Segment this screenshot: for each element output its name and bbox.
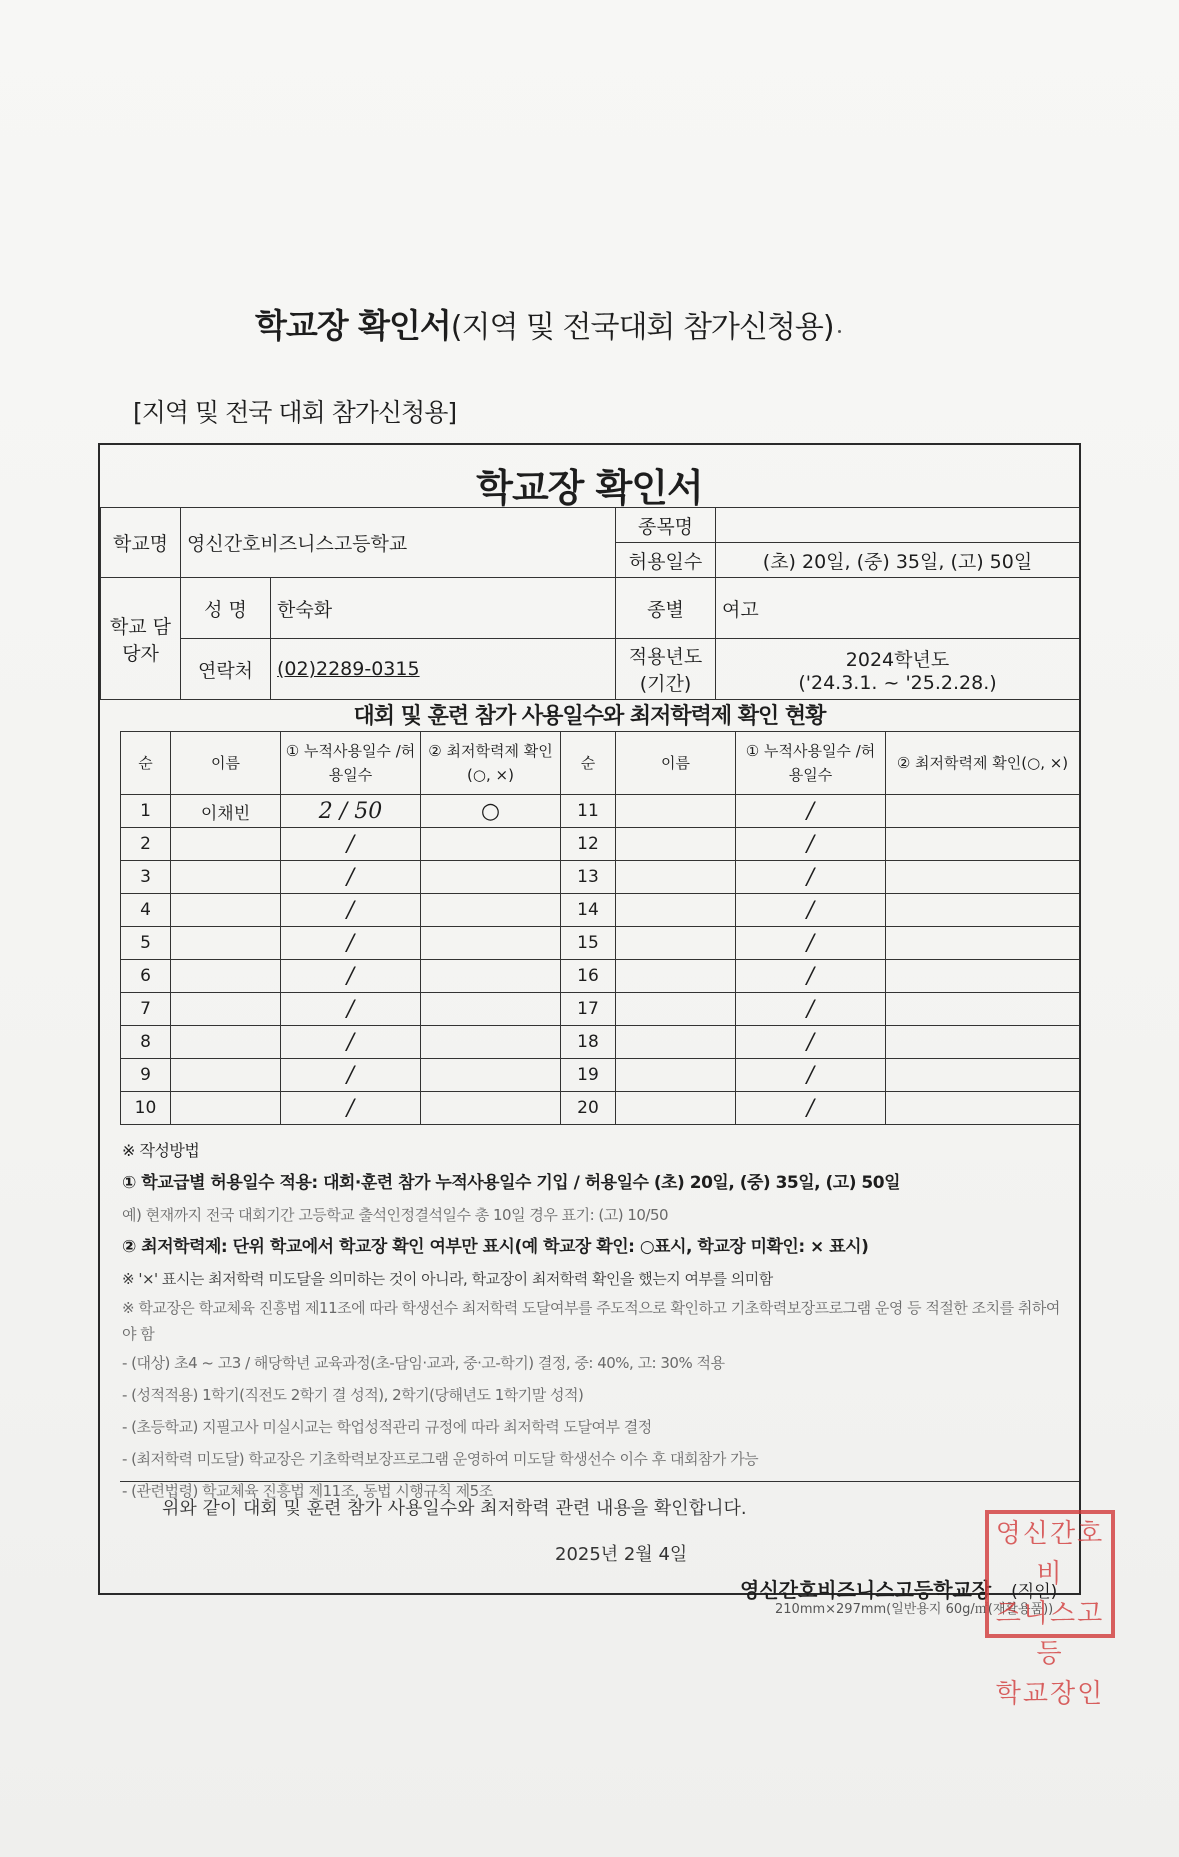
cell-days-left: / [281,993,421,1026]
cell-no-right: 15 [561,927,616,960]
header-name-right: 이름 [616,732,736,795]
cell-name-right [616,1059,736,1092]
cell-days-right: / [736,828,886,861]
header-check-right: ② 최저학력제 확인(○, ×) [886,732,1080,795]
cell-check-right [886,1092,1080,1125]
cell-no-right: 16 [561,960,616,993]
cell-no-right: 12 [561,828,616,861]
signature-area [120,1481,1079,1602]
usage-rows [121,795,1080,1125]
cell-name-left [171,894,281,927]
cell-check-left [421,993,561,1026]
manager-label: 학교 담당자 [101,578,181,700]
cell-check-right [886,795,1080,828]
header-no-left: 순 [121,732,171,795]
allowed-days-value: (초) 20일, (중) 35일, (고) 50일 [716,543,1080,578]
contact-value [271,639,616,700]
cell-check-left [421,1026,561,1059]
cell-name-right [616,1026,736,1059]
cell-check-right [886,993,1080,1026]
cell-check-left [421,861,561,894]
name-value: 한숙화 [271,578,616,639]
cell-days-left: / [281,1092,421,1125]
cell-check-left [421,927,561,960]
note-2-b: ※ 학교장은 학교체육 진흥법 제11조에 따라 학생선수 최저학력 도달여부를 주도적으로 확인하고 기초학력보장프로그램 운영 등 적절한 조치를 취하여야 함 [122,1299,1060,1343]
note-4: - (성적적용) 1학기(직전도 2학기 결 성적), 2학기(당해년도 1학기말 성적) [122,1386,584,1404]
notes-heading: ※ 작성방법 [122,1141,200,1160]
cell-name-left [171,1092,281,1125]
note-5: - (초등학교) 지필고사 미실시교는 학업성적관리 규정에 따라 최저학력 도달여부 결정 [122,1418,652,1436]
school-name: 영신간호비즈니스고등학교 [181,508,616,578]
note-6: - (최저학력 미도달) 학교장은 기초학력보장프로그램 운영하여 미도달 학생선수 이수 후 대회참가 가능 [122,1450,759,1468]
cell-days-right: / [736,960,886,993]
cell-name-left [171,927,281,960]
cell-name-left: 이채빈 [171,795,281,828]
usage-row [121,960,1080,993]
cell-no-right: 14 [561,894,616,927]
cell-check-left [421,828,561,861]
cell-check-right [886,894,1080,927]
speck [838,330,841,333]
cell-no-left: 9 [121,1059,171,1092]
cell-check-left [421,1059,561,1092]
confirm-text: 위와 같이 대회 및 훈련 참가 사용일수와 최저학력 관련 내용을 확인합니다. [162,1498,747,1519]
cell-days-left: / [281,960,421,993]
cell-days-left: / [281,861,421,894]
note-2: ② 최저학력제: 단위 학교에서 학교장 확인 여부만 표시(예 학교장 확인: ○표시, 학교장 미확인: × 표시) [122,1237,869,1257]
contact-label: 연락처 [181,639,271,700]
usage-row [121,1092,1080,1125]
cell-no-right: 18 [561,1026,616,1059]
year-cell [716,639,1080,700]
cell-no-right: 17 [561,993,616,1026]
cell-days-left: / [281,828,421,861]
cell-days-left: / [281,1026,421,1059]
cell-no-right: 19 [561,1059,616,1092]
header-name-left: 이름 [171,732,281,795]
cell-no-left: 6 [121,960,171,993]
event-value [716,508,1080,543]
seal-line-3: 학교장인 [995,1679,1105,1709]
cell-name-right [616,894,736,927]
cell-days-right: / [736,1092,886,1125]
cell-days-left: / [281,1059,421,1092]
usage-table [120,731,1080,1125]
issue-date: 2025년 2월 4일 [555,1544,688,1565]
official-seal [985,1510,1115,1709]
note-2-a: ※ '×' 표시는 최저학력 미도달을 의미하는 것이 아니라, 학교장이 최저학력 확인을 했는지 여부를 의미함 [122,1270,773,1288]
info-table [100,507,1080,700]
document-title [255,300,834,347]
cell-no-right: 20 [561,1092,616,1125]
cell-name-left [171,1059,281,1092]
cell-check-right [886,861,1080,894]
usage-row [121,1059,1080,1092]
cell-no-left: 10 [121,1092,171,1125]
cell-no-left: 2 [121,828,171,861]
cell-no-left: 7 [121,993,171,1026]
seal-note: (직인) [1011,1582,1058,1602]
usage-row [121,795,1080,828]
year-value: 2024학년도 [845,648,950,671]
name-label: 성 명 [181,578,271,639]
cell-name-left [171,1026,281,1059]
cell-check-left [421,960,561,993]
cell-no-left: 5 [121,927,171,960]
header-days-right: ① 누적사용일수 /허용일수 [736,732,886,795]
event-label: 종목명 [616,508,716,543]
year-label: 적용년도 (기간) [616,639,716,700]
cell-check-left: ○ [421,795,561,828]
usage-row [121,894,1080,927]
cell-no-right: 13 [561,861,616,894]
note-3: - (대상) 초4 ~ 고3 / 해당학년 교육과정(초-담임·교과, 중·고-학기) 결정, 중: 40%, 고: 30% 적용 [122,1354,725,1372]
cell-days-left: 2 / 50 [281,795,421,828]
type-value: 여고 [716,578,1080,639]
cell-name-right [616,927,736,960]
cell-name-left [171,828,281,861]
cell-name-right [616,993,736,1026]
usage-row [121,993,1080,1026]
usage-row [121,861,1080,894]
header-days-left: ① 누적사용일수 /허용일수 [281,732,421,795]
confirmation-form [98,443,1081,1602]
cell-days-right: / [736,861,886,894]
header-no-right: 순 [561,732,616,795]
cell-name-right [616,795,736,828]
seal-line-2: 즈니스고등 [995,1599,1105,1669]
cell-name-left [171,993,281,1026]
cell-no-left: 1 [121,795,171,828]
seal-line-1: 영신간호비 [995,1519,1105,1589]
cell-name-right [616,861,736,894]
cell-check-right [886,828,1080,861]
document-title-main: 학교장 확인서 [255,306,451,345]
period-value: ('24.3.1. ~ '25.2.28.) [798,671,997,694]
cell-days-right: / [736,795,886,828]
cell-days-left: / [281,894,421,927]
cell-days-right: / [736,993,886,1026]
contact-number: (02)2289-0315 [277,658,420,680]
type-label: 종별 [616,578,716,639]
cell-name-left [171,861,281,894]
paper-size-note: 210mm×297mm(일반용지 60g/㎡(재활용품)) [775,1602,1054,1617]
cell-days-right: / [736,1059,886,1092]
cell-no-left: 4 [121,894,171,927]
cell-name-right [616,1092,736,1125]
note-7: - (관련법령) 학교체육 진흥법 제11조, 동법 시행규칙 제5조 [122,1482,493,1500]
allowed-days-label: 허용일수 [616,543,716,578]
cell-days-right: / [736,894,886,927]
cell-check-right [886,1059,1080,1092]
usage-row [121,927,1080,960]
writing-instructions [122,1135,1062,1507]
cell-name-left [171,960,281,993]
cell-check-right [886,1026,1080,1059]
document-subtitle: [지역 및 전국 대회 참가신청용] [133,398,457,427]
cell-no-right: 11 [561,795,616,828]
form-title: 학교장 확인서 [476,466,703,510]
header-check-left: ② 최저학력제 확인(○, ×) [421,732,561,795]
cell-name-right [616,960,736,993]
cell-check-left [421,1092,561,1125]
cell-check-right [886,927,1080,960]
note-1-example: 예) 현재까지 전국 대회기간 고등학교 출석인정결석일수 총 10일 경우 표기: (고) 10/50 [122,1206,669,1224]
usage-row [121,1026,1080,1059]
cell-name-right [616,828,736,861]
note-1: ① 학교급별 허용일수 적용: 대회·훈련 참가 누적사용일수 기입 / 허용일수 (초) 20일, (중) 35일, (고) 50일 [122,1173,900,1193]
school-label: 학교명 [101,508,181,578]
cell-days-left: / [281,927,421,960]
cell-check-right [886,960,1080,993]
cell-days-right: / [736,927,886,960]
usage-row [121,828,1080,861]
cell-no-left: 8 [121,1026,171,1059]
cell-no-left: 3 [121,861,171,894]
cell-check-left [421,894,561,927]
cell-days-right: / [736,1026,886,1059]
document-title-sub: (지역 및 전국대회 참가신청용) [450,310,834,345]
usage-section-title: 대회 및 훈련 참가 사용일수와 최저학력제 확인 현황 [353,704,826,729]
principal-title: 영신간호비즈니스고등학교장 [740,1578,992,1602]
